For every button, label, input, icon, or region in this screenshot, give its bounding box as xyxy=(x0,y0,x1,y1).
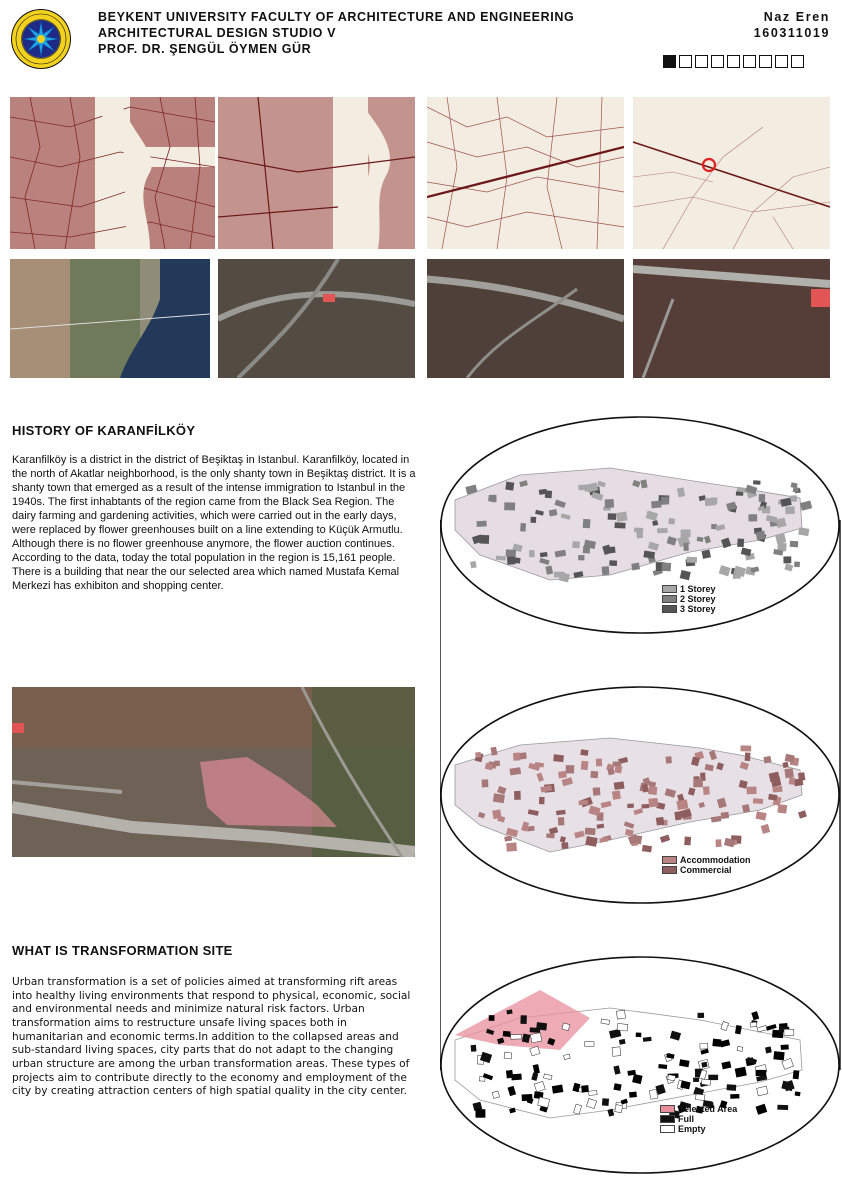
legend-label: Accommodation xyxy=(680,854,751,865)
building-footprint xyxy=(737,539,744,548)
building-footprint xyxy=(479,535,489,544)
building-footprint xyxy=(608,513,617,520)
building-footprint xyxy=(616,511,628,521)
building-footprint xyxy=(602,1098,609,1106)
building-footprint xyxy=(588,1090,597,1096)
building-footprint xyxy=(504,502,515,510)
storey-legend xyxy=(662,584,716,614)
building-footprint xyxy=(700,1043,708,1049)
building-footprint xyxy=(668,1075,676,1081)
building-footprint xyxy=(492,1091,499,1099)
building-footprint xyxy=(507,556,516,565)
building-footprint xyxy=(520,1015,526,1024)
building-footprint xyxy=(708,1075,718,1080)
building-footprint xyxy=(617,1023,628,1031)
building-footprint xyxy=(503,1031,511,1037)
street-map-scale-4 xyxy=(633,97,830,249)
page-indicator-square xyxy=(695,55,708,68)
history-title: HISTORY OF KARANFİLKÖY xyxy=(12,423,196,438)
building-footprint xyxy=(580,749,588,756)
building-footprint xyxy=(529,550,535,557)
street-map-scale-3 xyxy=(427,97,624,249)
legend-swatch xyxy=(660,1125,675,1133)
street-map-scale-1 xyxy=(10,97,215,249)
building-footprint xyxy=(593,787,601,795)
building-footprint xyxy=(511,1034,522,1039)
building-footprint xyxy=(656,817,664,826)
building-footprint xyxy=(693,779,703,788)
legend-swatch xyxy=(662,595,677,603)
building-footprint xyxy=(590,771,598,778)
building-footprint xyxy=(530,517,536,523)
building-footprint xyxy=(581,761,589,770)
building-footprint xyxy=(596,758,602,766)
page-indicator-square xyxy=(727,55,740,68)
building-footprint xyxy=(506,549,516,556)
legend-swatch xyxy=(660,1115,675,1123)
university-logo xyxy=(10,8,72,70)
building-footprint xyxy=(536,1022,547,1030)
building-footprint xyxy=(514,791,521,800)
building-footprint xyxy=(701,1062,707,1068)
building-footprint xyxy=(561,842,568,849)
building-footprint xyxy=(505,482,514,491)
building-footprint xyxy=(716,839,722,847)
building-footprint xyxy=(489,1015,495,1021)
building-footprint xyxy=(666,756,672,763)
building-footprint xyxy=(648,798,658,808)
building-footprint xyxy=(554,572,565,578)
building-footprint xyxy=(585,1042,594,1047)
legend-swatch xyxy=(660,1105,675,1113)
building-footprint xyxy=(539,797,545,804)
building-footprint xyxy=(636,1033,642,1038)
building-footprint xyxy=(737,1046,743,1051)
building-footprint xyxy=(783,556,791,563)
building-footprint xyxy=(748,514,757,521)
building-footprint xyxy=(615,1105,623,1113)
building-footprint xyxy=(627,804,634,809)
building-footprint xyxy=(698,1013,705,1018)
legend-swatch xyxy=(662,856,677,864)
page-indicator-square xyxy=(679,55,692,68)
building-footprint xyxy=(658,1064,667,1069)
legend-swatch xyxy=(662,585,677,593)
legend-label: Empty xyxy=(678,1123,706,1134)
building-footprint xyxy=(747,787,757,795)
building-footprint xyxy=(609,560,617,566)
building-footprint xyxy=(661,562,671,571)
building-footprint xyxy=(572,541,580,548)
header-course: ARCHITECTURAL DESIGN STUDIO V xyxy=(98,26,337,40)
building-footprint xyxy=(696,1094,705,1100)
building-footprint xyxy=(496,556,506,561)
building-footprint xyxy=(492,809,501,819)
building-footprint xyxy=(756,531,766,541)
building-footprint xyxy=(584,484,595,492)
building-footprint xyxy=(546,833,555,838)
building-footprint xyxy=(721,812,730,819)
aerial-view-selected-area xyxy=(12,687,415,857)
building-footprint xyxy=(579,800,589,805)
building-footprint xyxy=(681,529,691,537)
university-seal-icon xyxy=(10,8,72,70)
building-footprint xyxy=(540,552,548,557)
building-footprint xyxy=(558,771,567,778)
building-footprint xyxy=(649,1089,658,1099)
legend-label: Commercial xyxy=(680,864,732,875)
legend-label: 1 Storey xyxy=(680,583,716,594)
history-paragraph: Karanfilköy is a district in the district of Beşiktaş in Istanbul. Karanfilköy, located in the north of Akatlar neighborhood, is the only shanty town in Beşiktaş district. It is a shanty town that emerged as a result of the intense immigration to Istanbul in the 1940s. The first inhabtants of the region came from the Black Sea Region. The dairy farming and gardening activities, which were carried out in the early days, were replaced by flower greenhouses built on a line extending to Küçük Armutlu. Although there is no flower greenhouse anymore, the flower auction continues. According to the data, today the total population in the region is 15,161 people. There is a building that near the our selected area which named Mustafa Kemal Merkezi has exhibiton and shopping center. xyxy=(12,454,416,592)
building-footprint xyxy=(795,1091,801,1096)
building-footprint xyxy=(475,752,481,758)
building-footprint xyxy=(773,1051,784,1060)
building-footprint xyxy=(781,1044,789,1049)
building-footprint xyxy=(651,500,662,508)
legend-label: 2 Storey xyxy=(680,593,716,604)
satellite-scale-4 xyxy=(633,259,830,378)
page-indicator-square xyxy=(663,55,676,68)
building-footprint xyxy=(668,518,675,525)
page-indicator-square xyxy=(743,55,756,68)
building-footprint xyxy=(661,496,669,504)
building-footprint xyxy=(476,1109,486,1118)
building-footprint xyxy=(726,1084,736,1091)
site-analysis-diagrams xyxy=(440,410,842,1180)
building-footprint xyxy=(513,753,520,761)
building-footprint xyxy=(676,799,688,810)
satellite-scale-1 xyxy=(10,259,210,378)
building-footprint xyxy=(583,546,590,554)
building-footprint xyxy=(616,1010,625,1019)
building-footprint xyxy=(789,777,796,785)
building-footprint xyxy=(794,562,800,568)
author-name: Naz Eren xyxy=(763,10,830,24)
building-footprint xyxy=(782,762,788,768)
building-footprint xyxy=(765,1046,772,1053)
building-footprint xyxy=(605,499,614,508)
building-footprint xyxy=(612,790,621,800)
building-footprint xyxy=(753,480,761,485)
page-indicator-square xyxy=(775,55,788,68)
building-footprint xyxy=(522,1094,533,1101)
building-footprint xyxy=(631,563,640,571)
building-footprint xyxy=(712,1039,721,1047)
building-footprint xyxy=(493,793,505,803)
building-footprint xyxy=(702,550,711,559)
building-footprint xyxy=(629,1092,637,1098)
building-footprint xyxy=(648,786,657,795)
legend-swatch xyxy=(662,605,677,613)
author-id: 160311019 xyxy=(753,26,830,40)
transformation-paragraph: Urban transformation is a set of policies aimed at transforming rift areas into healthy living environments that respond to physical, economic, social and environmental needs and minimize natural risk factors. Urban transformation aims to restructure unsafe living spaces both in humanitarian and economic terms.In addition to the collapsed areas and sub-standard living spaces, city parts that do not adapt to the changing urban structure are among the urban transformation areas. These types of projects aim to contribute directly to the economy and employment of the city by creating attraction centers of high spatial quality in the city center. xyxy=(12,976,411,1098)
building-footprint xyxy=(763,756,771,764)
building-footprint xyxy=(527,826,535,832)
building-footprint xyxy=(730,1094,739,1099)
building-footprint xyxy=(506,842,517,851)
building-footprint xyxy=(772,786,782,792)
building-footprint xyxy=(553,754,564,762)
building-footprint xyxy=(530,1033,541,1043)
building-footprint xyxy=(705,498,717,507)
street-map-scale-2 xyxy=(218,97,415,249)
building-footprint xyxy=(614,781,625,790)
building-footprint xyxy=(756,1070,767,1076)
occupancy-legend xyxy=(660,1104,737,1134)
page-indicator-square xyxy=(759,55,772,68)
building-footprint xyxy=(785,506,795,514)
building-footprint xyxy=(686,557,697,563)
building-footprint xyxy=(614,765,622,773)
building-footprint xyxy=(558,817,564,825)
building-footprint xyxy=(703,786,710,795)
building-footprint xyxy=(585,828,596,836)
page-indicator-square xyxy=(711,55,724,68)
building-footprint xyxy=(636,529,643,538)
building-footprint xyxy=(504,1052,512,1059)
header-faculty: BEYKENT UNIVERSITY FACULTY OF ARCHITECTURE AND ENGINEERING xyxy=(98,10,575,24)
building-footprint xyxy=(615,522,626,528)
building-footprint xyxy=(777,1105,788,1110)
legend-label: 3 Storey xyxy=(680,603,716,614)
building-footprint xyxy=(674,811,681,820)
building-footprint xyxy=(581,1085,589,1092)
building-footprint xyxy=(684,837,691,846)
building-footprint xyxy=(759,494,765,502)
satellite-scale-3 xyxy=(427,259,624,378)
building-footprint xyxy=(578,555,584,560)
legend-label: Full xyxy=(678,1113,694,1124)
building-footprint xyxy=(784,768,793,778)
building-footprint xyxy=(750,1022,757,1027)
building-footprint xyxy=(791,495,798,502)
legend-swatch xyxy=(662,866,677,874)
building-footprint xyxy=(784,1029,794,1035)
building-footprint xyxy=(566,765,575,773)
building-footprint xyxy=(740,745,751,751)
building-footprint xyxy=(511,1074,522,1081)
building-footprint xyxy=(652,520,658,526)
building-footprint xyxy=(583,519,591,528)
building-footprint xyxy=(613,1083,621,1091)
building-footprint xyxy=(471,1045,477,1052)
satellite-scale-2 xyxy=(218,259,415,378)
building-footprint xyxy=(693,1077,699,1082)
page-indicator xyxy=(663,55,804,68)
building-footprint xyxy=(488,495,495,502)
building-footprint xyxy=(793,1070,800,1079)
building-footprint xyxy=(642,845,652,853)
function-legend xyxy=(662,855,751,875)
building-footprint xyxy=(477,521,487,527)
building-footprint xyxy=(612,1047,621,1057)
building-footprint xyxy=(642,804,650,808)
legend-label: Selected Area xyxy=(678,1103,738,1114)
transformation-title: WHAT IS TRANSFORMATION SITE xyxy=(12,943,233,958)
building-footprint xyxy=(520,523,526,532)
building-footprint xyxy=(683,543,688,551)
building-footprint xyxy=(745,753,751,761)
building-footprint xyxy=(602,566,610,575)
building-footprint xyxy=(701,1079,710,1085)
building-footprint xyxy=(790,541,799,548)
header-professor: PROF. DR. ŞENGÜL ÖYMEN GÜR xyxy=(98,42,312,56)
building-footprint xyxy=(753,798,763,804)
building-footprint xyxy=(482,779,489,787)
building-footprint xyxy=(657,528,668,533)
page-indicator-square xyxy=(791,55,804,68)
